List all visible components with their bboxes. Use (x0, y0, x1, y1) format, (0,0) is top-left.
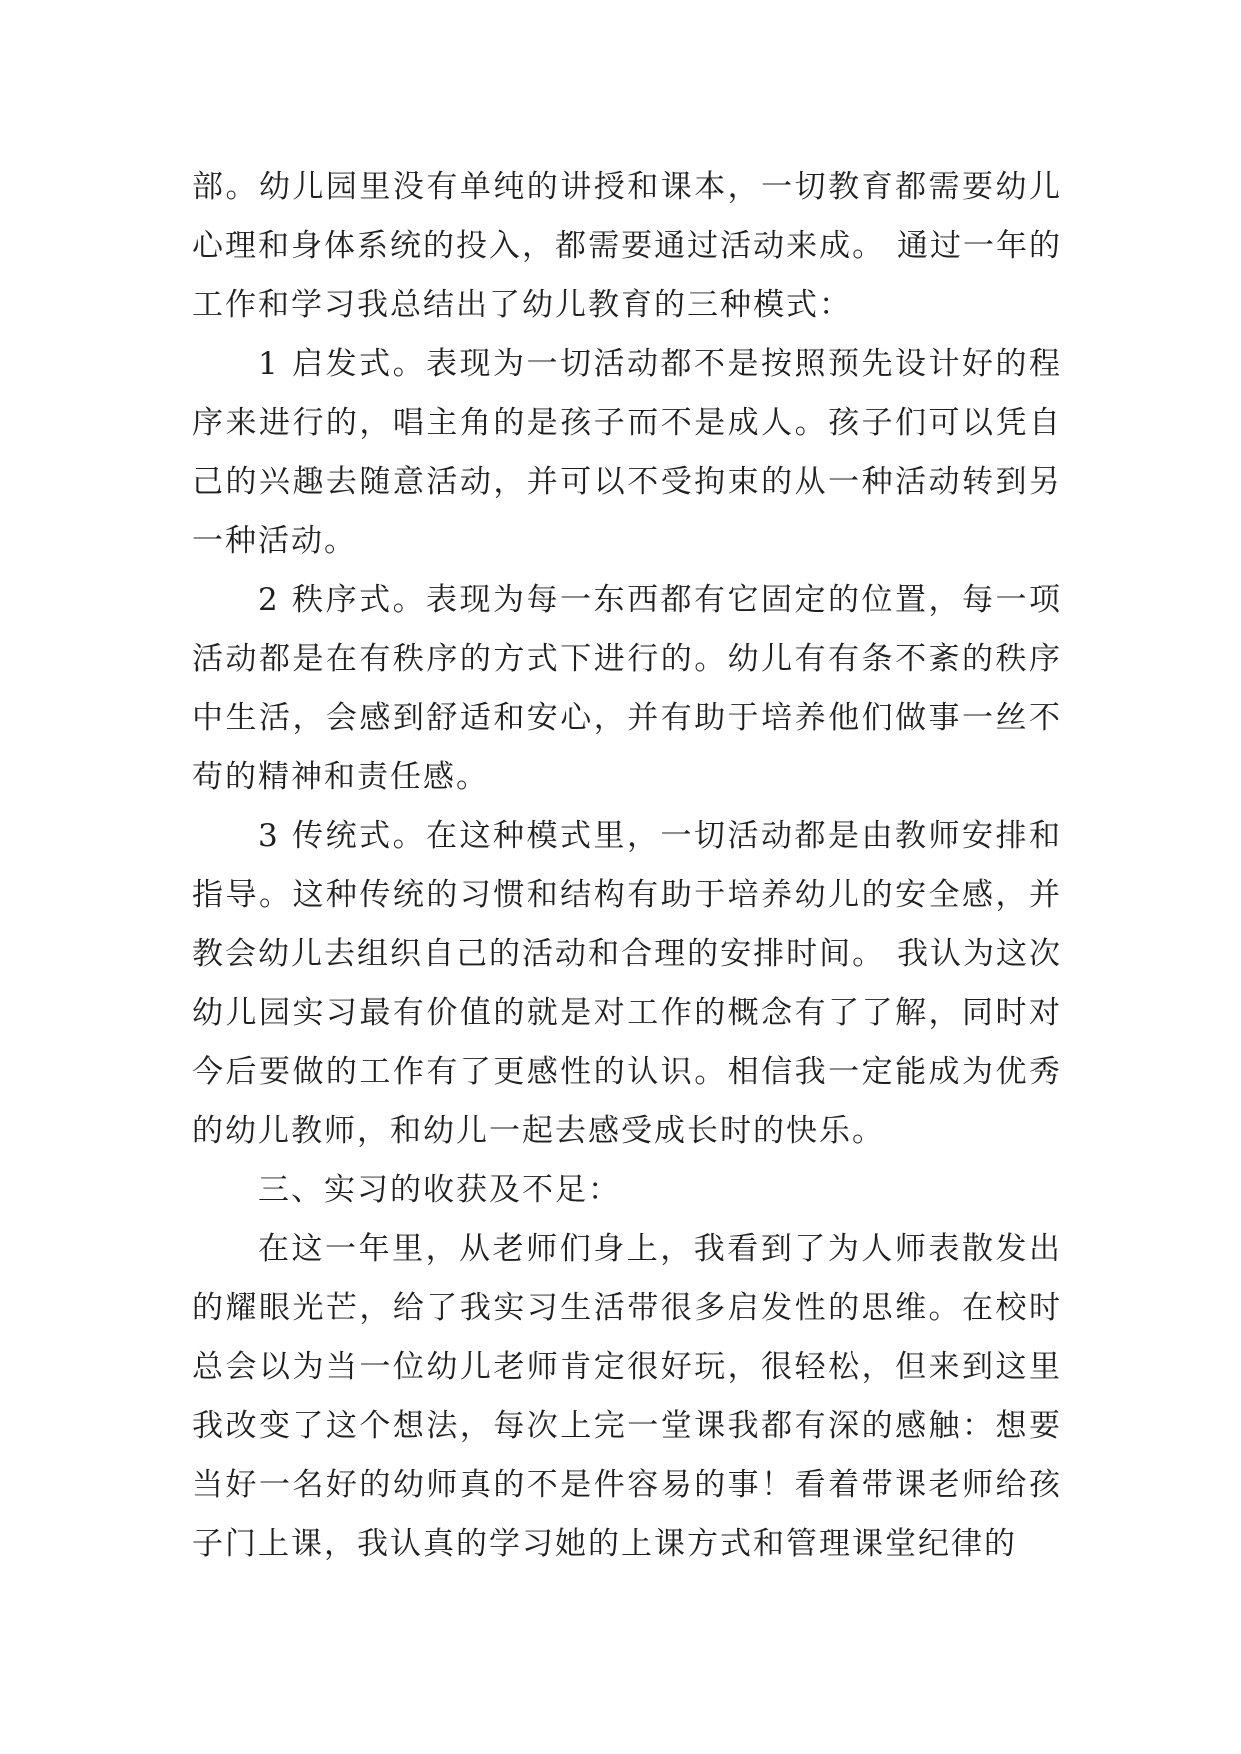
paragraph-continuation: 部。幼儿园里没有单纯的讲授和课本，一切教育都需要幼儿心理和身体系统的投入，都需要通过活动来成。 通过一年的工作和学习我总结出了幼儿教育的三种模式： (192, 169, 1062, 323)
paragraph-heuristic-mode: 1 启发式。表现为一切活动都不是按照预先设计好的程序来进行的，唱主角的是孩子而不是成人。孩子们可以凭自己的兴趣去随意活动，并可以不受拘束的从一种活动转到另一种活动。 (192, 346, 1062, 559)
paragraph-order-mode: 2 秩序式。表现为每一东西都有它固定的位置，每一项活动都是在有秩序的方式下进行的。幼儿有有条不紊的秩序中生活，会感到舒适和安心，并有助于培养他们做事一丝不苟的精神和责任感。 (192, 582, 1062, 795)
section-heading-gains: 三、实习的收获及不足： (258, 1172, 621, 1208)
paragraph-traditional-mode: 3 传统式。在这种模式里，一切活动都是由教师安排和指导。这种传统的习惯和结构有助于培养幼儿的安全感，并教会幼儿去组织自己的活动和合理的安排时间。 我认为这次幼儿园实习最有价值的就是对工作的概念有了了解，同时对今后要做的工作有了更感性的认识。相信我一定能成为优秀的幼儿教师，和幼儿一起去感受成长时的快乐。 (192, 818, 1062, 1149)
paragraph-reflection: 在这一年里，从老师们身上，我看到了为人师表散发出的耀眼光芒，给了我实习生活带很多启发性的思维。在校时总会以为当一位幼儿老师肯定很好玩，很轻松，但来到这里我改变了这个想法，每次上完一堂课我都有深的感触：想要当好一名好的幼师真的不是件容易的事！看着带课老师给孩子门上课，我认真的学习她的上课方式和管理课堂纪律的 (192, 1231, 1062, 1562)
document-body (192, 158, 1062, 1574)
